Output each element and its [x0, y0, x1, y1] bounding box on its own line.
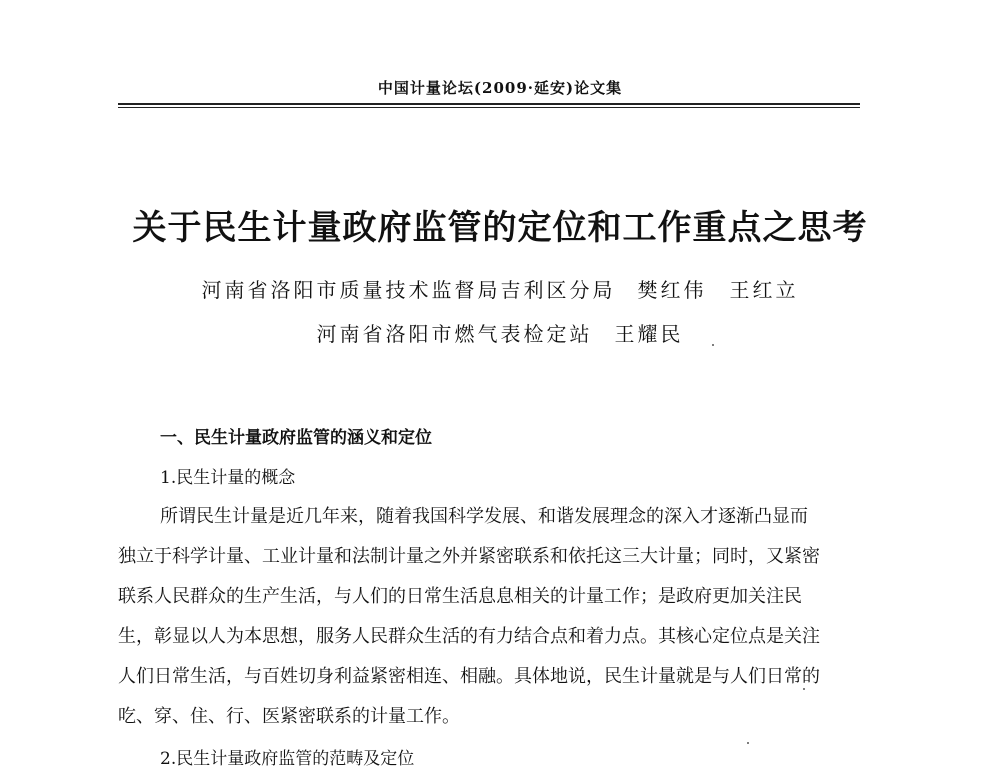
- header-rule: [118, 103, 860, 108]
- paragraph-line: 所谓民生计量是近几年来，随着我国科学发展、和谐发展理念的深入才逐渐凸显而: [160, 506, 808, 527]
- paper-title: 关于民生计量政府监管的定位和工作重点之思考: [132, 208, 868, 248]
- paragraph-line: 生，彰显以人为本思想，服务人民群众生活的有力结合点和着力点。其核心定位点是关注: [118, 626, 820, 647]
- scan-speck: [747, 742, 749, 744]
- section-heading-1: 一、民生计量政府监管的涵义和定位: [160, 428, 432, 448]
- author-affiliation-2: 河南省洛阳市燃气表检定站: [316, 322, 593, 346]
- author-names-1: 樊红伟 王红立: [637, 278, 799, 302]
- paragraph-line: 人们日常生活，与百姓切身利益紧密相连、相融。具体地说，民生计量就是与人们日常的: [118, 666, 820, 687]
- scan-speck: [803, 688, 805, 690]
- body-paragraph: [118, 497, 888, 737]
- running-header: 中国计量论坛(2009·延安)论文集: [377, 79, 623, 97]
- paragraph-line: 吃、穿、住、行、医紧密联系的计量工作。: [118, 706, 460, 727]
- author-names-2: 王耀民: [614, 322, 684, 346]
- scan-speck: [712, 344, 714, 346]
- subsection-heading-2: 2.民生计量政府监管的范畴及定位: [160, 749, 415, 769]
- author-line-2: [0, 318, 1000, 347]
- author-affiliation-1: 河南省洛阳市质量技术监督局吉利区分局: [201, 278, 616, 302]
- paragraph-line: 独立于科学计量、工业计量和法制计量之外并紧密联系和依托这三大计量；同时，又紧密: [118, 546, 820, 567]
- subsection-heading-1: 1.民生计量的概念: [160, 468, 296, 488]
- author-line-1: [0, 274, 1000, 303]
- paragraph-line: 联系人民群众的生产生活，与人们的日常生活息息相关的计量工作；是政府更加关注民: [118, 586, 802, 607]
